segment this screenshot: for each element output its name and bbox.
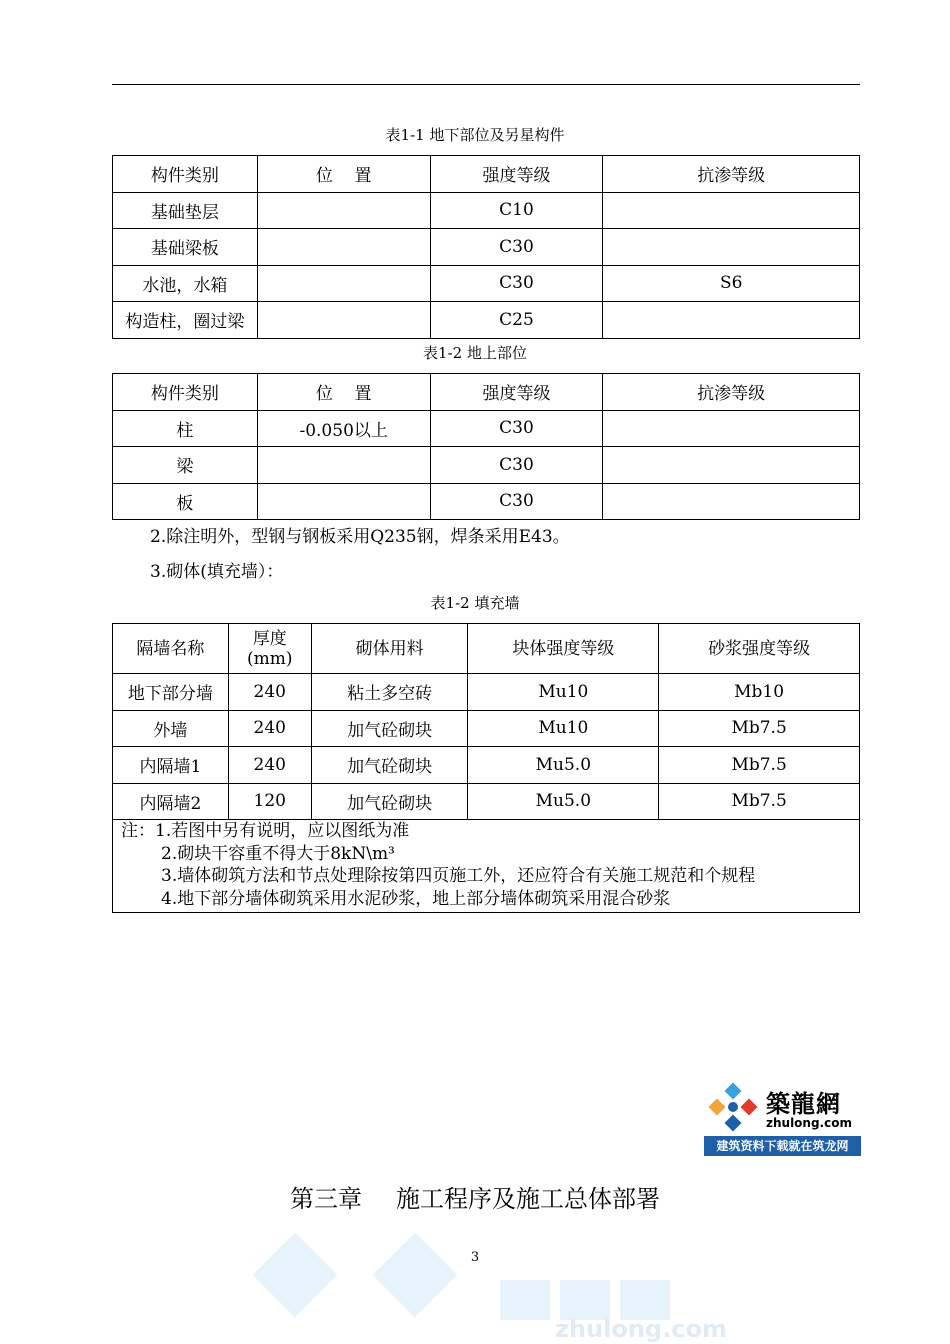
table-header-cell: 抗渗等级: [603, 374, 860, 411]
table-cell: [603, 302, 860, 339]
table-header-cell: 抗渗等级: [603, 156, 860, 193]
table-cell: 加气砼砌块: [311, 783, 468, 820]
table-row: [113, 229, 860, 266]
table-cell: [603, 192, 860, 229]
table-header-cell: 构件类别: [113, 156, 258, 193]
table-cell: C30: [430, 483, 603, 520]
table-notes: [113, 820, 860, 913]
table-header-cell: [228, 624, 311, 674]
table-cell: 梁: [113, 447, 258, 484]
table-cell: 板: [113, 483, 258, 520]
table-cell: C30: [430, 410, 603, 447]
note-line: 3.墙体砌筑方法和节点处理除按第四页施工外，还应符合有关施工规范和个规程: [161, 866, 756, 886]
table-cell: [603, 229, 860, 266]
table-cell: Mb10: [659, 674, 860, 711]
table-cell: 120: [228, 783, 311, 820]
table-cell: C30: [430, 229, 603, 266]
header-rule: [112, 84, 860, 85]
chapter-title: [0, 1179, 950, 1214]
table-cell: C30: [430, 447, 603, 484]
table-cell: C25: [430, 302, 603, 339]
table-row: [113, 747, 860, 784]
table-cell: [257, 483, 430, 520]
chapter-name: 施工程序及施工总体部署: [396, 1185, 660, 1213]
note-line: 注：1.若图中另有说明，应以图纸为准: [121, 821, 410, 841]
zhulong-logo[interactable]: [704, 1078, 861, 1156]
table-cell: 基础垫层: [113, 192, 258, 229]
table-cell: [257, 229, 430, 266]
table-header-cell: 位 置: [257, 156, 430, 193]
table-row: [113, 783, 860, 820]
table-cell: C30: [430, 265, 603, 302]
table-cell: C10: [430, 192, 603, 229]
table2: [112, 373, 860, 520]
thickness-label: 厚度: [252, 628, 287, 649]
chapter-number: 第三章: [290, 1185, 362, 1213]
table-cell: [257, 447, 430, 484]
logo-top: [704, 1078, 861, 1136]
table-cell: Mb7.5: [659, 710, 860, 747]
table-row: [113, 410, 860, 447]
paragraph-masonry: 3.砌体(填充墙）：: [150, 562, 284, 582]
table-row: [113, 674, 860, 711]
note-line: 4.地下部分墙体砌筑采用水泥砂浆，地上部分墙体砌筑采用混合砂浆: [161, 888, 671, 909]
table-cell: 内隔墙1: [113, 747, 229, 784]
table-cell: [257, 265, 430, 302]
table-cell: S6: [603, 265, 860, 302]
table3-notes-row: [113, 820, 860, 913]
table-cell: 240: [228, 674, 311, 711]
table-cell: Mu5.0: [468, 783, 659, 820]
table-cell: 构造柱，圈过梁: [113, 302, 258, 339]
logo-domain: zhulong.com: [766, 1116, 852, 1130]
table-cell: Mu10: [468, 710, 659, 747]
watermark: [0, 1225, 950, 1344]
table1-header-row: [113, 156, 860, 193]
table-cell: 内隔墙2: [113, 783, 229, 820]
table-cell: 柱: [113, 410, 258, 447]
table1: [112, 155, 860, 339]
table-header-cell: 构件类别: [113, 374, 258, 411]
table-cell: 水池，水箱: [113, 265, 258, 302]
logo-name: 築龍網: [766, 1090, 841, 1118]
table-cell: 240: [228, 747, 311, 784]
table-cell: [603, 483, 860, 520]
page-number: 3: [470, 1250, 480, 1265]
table-cell: 加气砼砌块: [311, 747, 468, 784]
table-header-cell: 块体强度等级: [468, 624, 659, 674]
table-cell: [257, 302, 430, 339]
table2-caption: 表1-2 地上部位: [423, 344, 527, 362]
table-cell: Mu10: [468, 674, 659, 711]
table3: [112, 623, 860, 913]
table-cell: 加气砼砌块: [311, 710, 468, 747]
table3-header-row: [113, 624, 860, 674]
table-header-cell: 砌体用料: [311, 624, 468, 674]
snowflake-logo-icon: [704, 1078, 762, 1136]
note-line: 2.砌块干容重不得大于8kN\m³: [161, 843, 395, 864]
table-header-cell: 强度等级: [430, 374, 603, 411]
table-row: [113, 483, 860, 520]
table-cell: 地下部分墙: [113, 674, 229, 711]
table1-caption: 表1-1 地下部位及另星构件: [385, 126, 565, 144]
watermark-text: zhulong.com: [555, 1315, 727, 1343]
table-header-cell: 位 置: [257, 374, 430, 411]
table-row: [113, 192, 860, 229]
table3-caption: 表1-2 填充墙: [430, 594, 520, 612]
table-cell: 外墙: [113, 710, 229, 747]
table-row: [113, 447, 860, 484]
table-cell: Mu5.0: [468, 747, 659, 784]
table-cell: [603, 447, 860, 484]
table-row: [113, 302, 860, 339]
table-cell: 基础梁板: [113, 229, 258, 266]
table-cell: Mb7.5: [659, 783, 860, 820]
table-row: [113, 265, 860, 302]
table2-header-row: [113, 374, 860, 411]
table-cell: [257, 192, 430, 229]
table-cell: -0.050以上: [257, 410, 430, 447]
paragraph-steel: 2.除注明外，型钢与钢板采用Q235钢，焊条采用E43。: [150, 527, 570, 547]
thickness-unit: (mm): [247, 648, 293, 669]
table-cell: 粘土多空砖: [311, 674, 468, 711]
table-header-cell: 隔墙名称: [113, 624, 229, 674]
table-header-cell: 强度等级: [430, 156, 603, 193]
table-cell: [603, 410, 860, 447]
logo-slogan: 建筑资料下载就在筑龙网: [704, 1136, 861, 1156]
table-header-cell: 砂浆强度等级: [659, 624, 860, 674]
table-row: [113, 710, 860, 747]
table-cell: Mb7.5: [659, 747, 860, 784]
table-cell: 240: [228, 710, 311, 747]
